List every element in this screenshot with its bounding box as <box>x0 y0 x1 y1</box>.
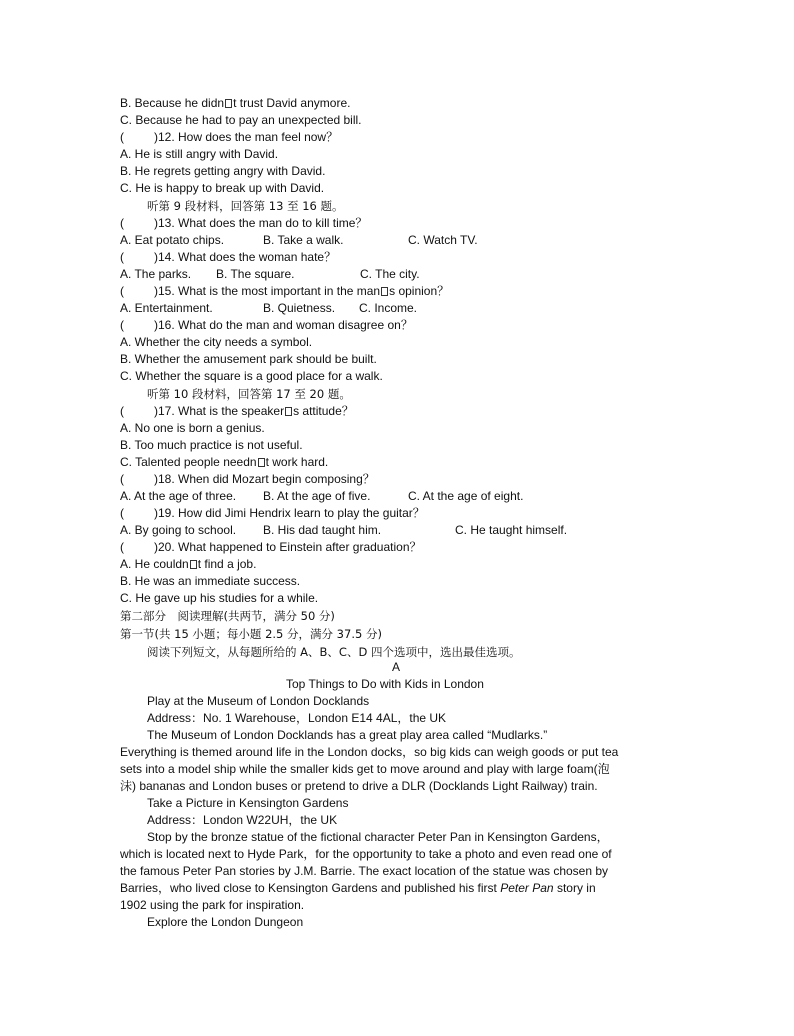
address-line: Address：No. 1 Warehouse，London E14 4AL，the UK <box>147 711 447 725</box>
question-18: ( )18. When did Mozart begin composing？ <box>120 472 375 486</box>
part-heading: 第二部分 阅读理解(共两节，满分 50 分) <box>120 609 335 623</box>
paragraph-line: 1902 using the park for inspiration. <box>120 898 305 912</box>
paragraph-line: The Museum of London Docklands has a great play area called “Mudlarks.” <box>147 728 548 742</box>
paragraph-line: Barries，who lived close to Kensington Gardens and published his first Peter Pan story in <box>120 881 596 895</box>
passage-title: Top Things to Do with Kids in London <box>286 677 484 691</box>
section-instruction: 听第 9 段材料，回答第 13 至 16 题。 <box>147 199 344 213</box>
option-line: A. He is still angry with David. <box>120 147 279 161</box>
paragraph-line: which is located next to Hyde Park，for the opportunity to take a photo and even read one of <box>120 847 612 861</box>
text-line: B. Because he didn t trust David anymore. <box>120 96 351 110</box>
options-row: A. At the age of three. B. At the age of five. C. At the age of eight. <box>120 489 524 503</box>
question-19: ( )19. How did Jimi Hendrix learn to play the guitar？ <box>120 506 425 520</box>
option-line: C. Talented people needn t work hard. <box>120 455 329 469</box>
missing-glyph-box <box>258 458 265 467</box>
reading-instruction: 阅读下列短文，从每题所给的 A、B、C、D 四个选项中，选出最佳选项。 <box>147 645 521 659</box>
text-line: C. Because he had to pay an unexpected bill. <box>120 113 362 127</box>
section-heading: 第一节(共 15 小题；每小题 2.5 分，满分 37.5 分) <box>120 627 382 641</box>
missing-glyph-box <box>190 560 197 569</box>
section-instruction: 听第 10 段材料，回答第 17 至 20 题。 <box>147 387 351 401</box>
question-17: ( )17. What is the speaker s attitude？ <box>120 404 354 418</box>
option-line: B. Whether the amusement park should be built. <box>120 352 377 366</box>
options-row: A. By going to school. B. His dad taught him. C. He taught himself. <box>120 523 568 537</box>
address-line: Address：London W22UH，the UK <box>147 813 338 827</box>
options-row: A. The parks. B. The square. C. The city. <box>120 267 420 281</box>
missing-glyph-box <box>381 287 388 296</box>
options-row: A. Entertainment. B. Quietness. C. Income. <box>120 301 418 315</box>
missing-glyph-box <box>285 407 292 416</box>
paragraph-line: 沫) bananas and London buses or pretend to drive a DLR (Docklands Light Railway) train. <box>120 779 598 793</box>
question-14: ( )14. What does the woman hate？ <box>120 250 337 264</box>
subheading: Play at the Museum of London Docklands <box>147 694 370 708</box>
question-13: ( )13. What does the man do to kill time？ <box>120 216 368 230</box>
option-line: B. Too much practice is not useful. <box>120 438 303 452</box>
book-title: Peter Pan <box>500 881 554 895</box>
question-15: ( )15. What is the most important in the man s opinion？ <box>120 284 450 298</box>
options-row: A. Eat potato chips. B. Take a walk. C. Watch TV. <box>120 233 478 247</box>
paragraph-line: sets into a model ship while the smaller kids get to move around and play with large foam(泡 <box>120 762 610 776</box>
option-line: A. Whether the city needs a symbol. <box>120 335 313 349</box>
passage-label: A <box>392 660 401 674</box>
option-line: C. He gave up his studies for a while. <box>120 591 319 605</box>
missing-glyph-box <box>225 99 232 108</box>
option-line: A. He couldn t find a job. <box>120 557 257 571</box>
option-line: A. No one is born a genius. <box>120 421 265 435</box>
paragraph-line: the famous Peter Pan stories by J.M. Barrie. The exact location of the statue was chosen by <box>120 864 609 878</box>
option-line: C. Whether the square is a good place for a walk. <box>120 369 383 383</box>
question-20: ( )20. What happened to Einstein after graduation？ <box>120 540 422 554</box>
question-12: ( )12. How does the man feel now？ <box>120 130 339 144</box>
subheading: Explore the London Dungeon <box>147 915 304 929</box>
question-16: ( )16. What do the man and woman disagree on？ <box>120 318 413 332</box>
paragraph-line: Stop by the bronze statue of the fictional character Peter Pan in Kensington Gardens， <box>147 830 609 844</box>
option-line: B. He regrets getting angry with David. <box>120 164 326 178</box>
paragraph-line: Everything is themed around life in the London docks，so big kids can weigh goods or put tea <box>120 745 619 759</box>
option-line: B. He was an immediate success. <box>120 574 301 588</box>
subheading: Take a Picture in Kensington Gardens <box>147 796 349 810</box>
option-line: C. He is happy to break up with David. <box>120 181 325 195</box>
